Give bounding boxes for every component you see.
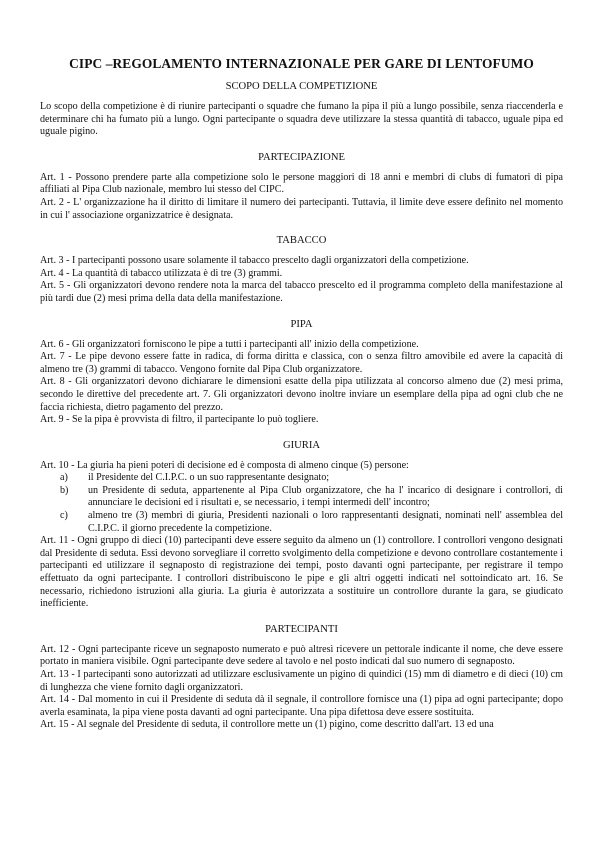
article-14: Art. 14 - Dal momento in cui il Presidente di seduta dà il segnale, il controllore fornisce una (1) pipa ad ogni partecipante; dopo averla esaminata, la pipa viene posta davanti ad ogni partecipante. Una pipa difettosa deve essere sostituita.: [40, 694, 563, 718]
section-heading: SCOPO DELLA COMPETIZIONE: [225, 81, 378, 92]
list-item: [40, 472, 563, 485]
list-item-text: il Presidente del C.I.P.C. o un suo rappresentante designato;: [88, 472, 330, 484]
list-item-text: un Presidente di seduta, appartenente al Pipa Club organizzatore, che ha l' incarico di designare i controllori, di annunciare le decisioni ed i risultati e, se necessario, i tempi intermedi dell' incontro;: [88, 484, 563, 509]
section-heading: PARTECIPANTI: [265, 623, 338, 635]
section-partecipazione: [40, 152, 563, 222]
article-8: Art. 8 - Gli organizzatori devono dichiarare le dimensioni esatte della pipa utilizzata al concorso almeno due (2) mesi prima, secondo le direttive del precedente art. 7. Gli organizzatori devono inoltre inviare un esemplare della pipa ad ogni club che ne faccia richiesta, dietro pagamento del prezzo.: [40, 376, 563, 413]
article-2: Art. 2 - L' organizzazione ha il diritto di limitare il numero dei partecipanti. Tuttavia, il limite deve essere definito nel momento in cui l' associazione organizzatrice è designata.: [40, 196, 563, 221]
section-tabacco: [40, 235, 563, 305]
article-10: Art. 10 - La giuria ha pieni poteri di decisione ed è composta di almeno cinque (5) persone:: [40, 459, 409, 471]
article-11: Art. 11 - Ogni gruppo di dieci (10) partecipanti deve essere seguito da almeno un (1) controllore. I controllori vengono designati dal Presidente di seduta. Essi devono sorvegliare il corretto svolgimento della competizione e devono controllare costantemente i partecipanti ed utilizzare il segnaposto di registrazione dei tempi, posto davanti ogni partecipante, per registrare il tempo effettuato da ogni partecipante. I controllori distribuiscono le pipe e gli altri oggetti indicati nel sottoindicato art. 16. Se necessario, richiedono istruzioni alla giuria. La giuria è autorizzata a sostituire un controllore durante la gara, se giudicato inefficiente.: [40, 535, 563, 610]
section-heading: PARTECIPAZIONE: [258, 151, 345, 163]
list-item: [40, 485, 563, 510]
section-scopo: [40, 81, 563, 139]
article-5: Art. 5 - Gli organizzatori devono rendere nota la marca del tabacco prescelto ed il programma completo della manifestazione al più tardi due (2) mesi prima della data della manifestazione.: [40, 280, 563, 304]
section-heading: TABACCO: [276, 235, 327, 247]
list-marker: c): [60, 510, 68, 522]
section-heading: GIURIA: [282, 439, 321, 451]
article-3: Art. 3 - I partecipanti possono usare solamente il tabacco prescelto dagli organizzatori della competizione.: [40, 255, 469, 267]
section-pipa: [40, 319, 563, 427]
list-item-text: almeno tre (3) membri di giuria, Presidenti nazionali o loro rappresentanti designati, nominati nell' assemblea del C.I.P.C. il giorno precedente la competizione.: [88, 510, 563, 534]
list-item: [40, 510, 563, 535]
article-15: Art. 15 - Al segnale del Presidente di seduta, il controllore mette un (1) pigino, come descritto dall'art. 13 ed una: [40, 719, 494, 731]
list-marker: a): [60, 472, 68, 484]
article-9: Art. 9 - Se la pipa è provvista di filtro, il partecipante lo può togliere.: [40, 414, 319, 426]
section-heading: PIPA: [290, 318, 313, 330]
article-12: Art. 12 - Ogni partecipante riceve un segnaposto numerato e può altresì ricevere un pettorale indicante il nome, che deve essere portato in maniera visibile. Ogni partecipante deve sedere al tavolo e nel posto indicati dal suo numero di segnaposto.: [40, 643, 563, 668]
article-1: Art. 1 - Possono prendere parte alla competizione solo le persone maggiori di 18 anni e membri di clubs di fumatori di pipa affiliati al Pipa Club nazionale, membro lui stesso del CIPC.: [40, 171, 563, 196]
section-partecipanti: [40, 624, 563, 732]
jury-list: [40, 472, 563, 535]
paragraph: Lo scopo della competizione è di riunire partecipanti o squadre che fumano la pipa il più a lungo possibile, senza riaccenderla e determinare chi ha fumato più a lungo. Ogni partecipante o squadra deve utilizzare la stessa quantità di tabacco, uguale pipa ed uguale pigino.: [40, 101, 563, 138]
article-4: Art. 4 - La quantità di tabacco utilizzata è di tre (3) grammi.: [40, 267, 283, 279]
article-7: Art. 7 - Le pipe devono essere fatte in radica, di forma diritta e classica, con o senza filtro amovibile ed avere la capacità di almeno tre (3) grammi di tabacco. Vengono fornite dal Pipa Club organizzatore.: [40, 351, 563, 375]
article-13: Art. 13 - I partecipanti sono autorizzati ad utilizzare esclusivamente un pigino di quindici (15) mm di diametro e di dieci (10) cm di lunghezza che viene fornito dagli organizzatori.: [40, 669, 563, 693]
list-marker: b): [60, 484, 69, 496]
section-giuria: [40, 440, 563, 611]
article-6: Art. 6 - Gli organizzatori forniscono le pipe a tutti i partecipanti all' inizio della competizione.: [40, 338, 419, 350]
document-title: CIPC –REGOLAMENTO INTERNAZIONALE PER GARE DI LENTOFUMO: [69, 56, 534, 71]
